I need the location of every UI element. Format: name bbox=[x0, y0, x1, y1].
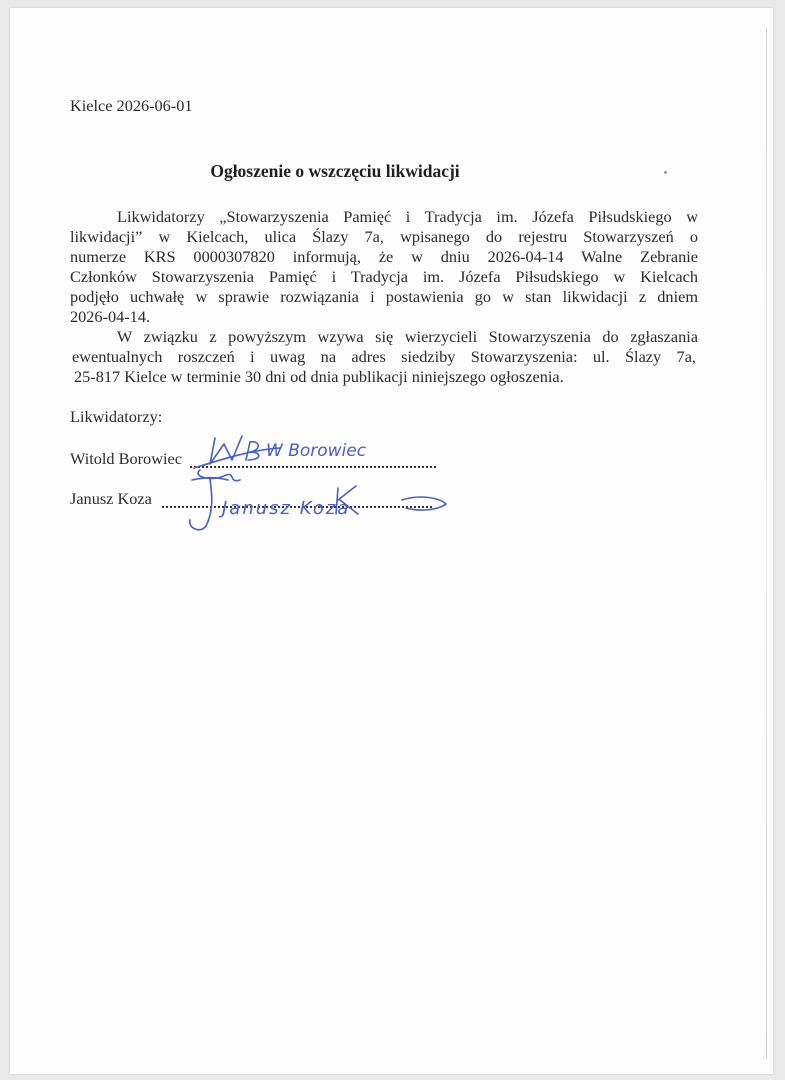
paragraph1-line-6: 2026-04-14. bbox=[70, 307, 151, 326]
signature-janusz-koza bbox=[170, 470, 460, 540]
signatory-name-2: Janusz Koza bbox=[70, 489, 152, 508]
signature-text-1: W Borowiec bbox=[266, 441, 367, 461]
paragraph2-line-2: ewentualnych roszczeń i uwag na adres siedziby Stowarzyszenia: ul. Ślazy 7a, bbox=[72, 347, 696, 366]
paragraph1-line-2: likwidacji” w Kielcach, ulica Ślazy 7a, wpisanego do rejestru Stowarzyszeń o bbox=[70, 227, 698, 246]
document-title: Ogłoszenie o wszczęciu likwidacji bbox=[210, 161, 460, 181]
liquidators-label: Likwidatorzy: bbox=[70, 407, 163, 426]
signatory-name-1: Witold Borowiec bbox=[70, 449, 182, 468]
signature-text-2: Janusz Koza bbox=[222, 498, 351, 519]
paragraph1-line-1: Likwidatorzy „Stowarzyszenia Pamięć i Tradycja im. Józefa Piłsudskiego w bbox=[117, 207, 698, 226]
paragraph1-line-5: podjęło uchwałę w sprawie rozwiązania i postawienia go w stan likwidacji z dniem bbox=[70, 287, 698, 306]
place-date: Kielce 2026-06-01 bbox=[70, 96, 193, 115]
paragraph2-line-3: 25-817 Kielce w terminie 30 dni od dnia publikacji niniejszego ogłoszenia. bbox=[74, 367, 564, 386]
paragraph1-line-3: numerze KRS 0000307820 informują, że w dniu 2026-04-14 Walne Zebranie bbox=[70, 247, 698, 266]
paragraph1-line-4: Członków Stowarzyszenia Pamięć i Tradycja im. Józefa Piłsudskiego w Kielcach bbox=[70, 267, 698, 286]
paragraph2-line-1: W związku z powyższym wzywa się wierzycieli Stowarzyszenia do zgłaszania bbox=[117, 327, 698, 346]
